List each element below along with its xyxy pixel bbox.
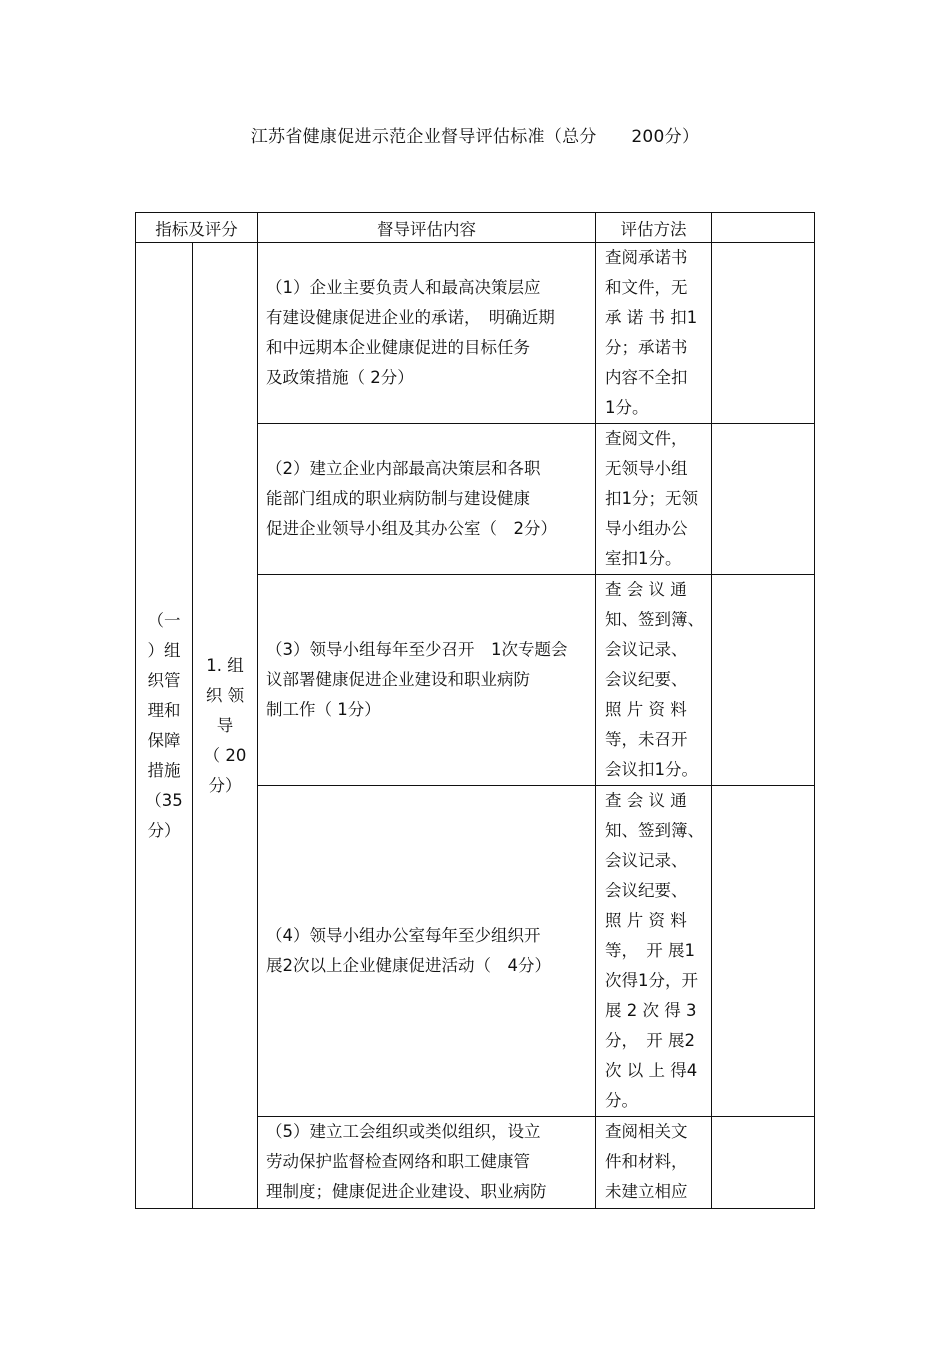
method-cell: [596, 575, 712, 786]
method-line: 和文件，无: [605, 278, 688, 297]
score-cell: [712, 575, 815, 786]
category-line: ）组: [147, 640, 181, 660]
category-line: 织管: [147, 670, 181, 690]
method-line: 会议扣1分。: [605, 760, 698, 779]
header-method: 评估方法: [596, 213, 712, 243]
method-line: 知、签到簿、: [605, 821, 704, 840]
method-line: 未建立相应: [605, 1182, 688, 1201]
method-line: 室扣1分。: [605, 549, 682, 568]
method-line: 1分。: [605, 398, 649, 417]
method-cell: [596, 424, 712, 575]
content-line: （2）建立企业内部最高决策层和各职: [266, 459, 541, 478]
content-line: 促进企业领导小组及其办公室（ 2分）: [266, 519, 557, 538]
method-line: 分。: [605, 1091, 638, 1110]
method-line: 照 片 资 料: [605, 911, 687, 930]
content-line: 有建设健康促进企业的承诺， 明确近期: [266, 308, 555, 327]
method-line: 查阅相关文: [605, 1122, 688, 1141]
content-line: 和中远期本企业健康促进的目标任务: [266, 338, 530, 357]
method-line: 会议纪要、: [605, 881, 688, 900]
method-line: 照 片 资 料: [605, 700, 687, 719]
method-line: 承 诺 书 扣1: [605, 308, 698, 327]
method-line: 分；承诺书: [605, 338, 688, 357]
method-line: 次 以 上 得4: [605, 1061, 698, 1080]
subcategory-cell: [193, 243, 258, 1209]
method-line: 查 会 议 通: [605, 791, 687, 810]
method-line: 展 2 次 得 3: [605, 1001, 697, 1020]
category-line: 保障: [147, 730, 181, 750]
method-line: 无领导小组: [605, 459, 688, 478]
content-line: （5）建立工会组织或类似组织，设立: [266, 1122, 541, 1141]
method-line: 知、签到簿、: [605, 610, 704, 629]
category-line: 分）: [147, 820, 181, 840]
method-cell: [596, 786, 712, 1117]
header-content: 督导评估内容: [258, 213, 596, 243]
content-line: 能部门组成的职业病防制与建设健康: [266, 489, 530, 508]
score-cell: [712, 1117, 815, 1209]
method-line: 查 会 议 通: [605, 580, 687, 599]
method-line: 查阅文件，: [605, 429, 688, 448]
method-line: 等，未召开: [605, 730, 688, 749]
subcategory-line: 1. 组: [206, 655, 244, 675]
score-cell: [712, 786, 815, 1117]
method-line: 内容不全扣: [605, 368, 688, 387]
category-line: 措施: [147, 760, 181, 780]
content-line: 理制度；健康促进企业建设、职业病防: [266, 1182, 547, 1201]
content-line: （3）领导小组每年至少召开 1次专题会: [266, 640, 568, 659]
content-cell: [258, 786, 596, 1117]
score-cell: [712, 243, 815, 424]
content-cell: [258, 424, 596, 575]
content-cell: [258, 243, 596, 424]
method-line: 会议记录、: [605, 851, 688, 870]
table-row: [136, 243, 815, 424]
method-line: 导小组办公: [605, 519, 688, 538]
category-line: （一: [147, 610, 181, 630]
method-line: 等， 开 展1: [605, 941, 695, 960]
subcategory-line: 导: [216, 715, 234, 735]
method-line: 会议记录、: [605, 640, 688, 659]
method-line: 查阅承诺书: [605, 248, 688, 267]
method-cell: [596, 1117, 712, 1209]
method-line: 件和材料，: [605, 1152, 688, 1171]
document-title: 江苏省健康促进示范企业督导评估标准（总分 200分）: [250, 127, 700, 147]
content-line: 制工作（ 1分）: [266, 700, 381, 719]
category-cell: [136, 243, 193, 1209]
content-line: 议部署健康促进企业建设和职业病防: [266, 670, 530, 689]
header-score: [712, 213, 815, 243]
subcategory-line: 分）: [208, 775, 242, 795]
table-header-row: [136, 213, 815, 243]
content-line: 劳动保护监督检查网络和职工健康管: [266, 1152, 530, 1171]
content-cell: [258, 1117, 596, 1209]
method-line: 扣1分；无领: [605, 489, 698, 508]
method-line: 次得1分，开: [605, 971, 698, 990]
score-cell: [712, 424, 815, 575]
evaluation-table: [135, 212, 815, 1209]
category-line: （35: [145, 790, 183, 810]
header-indicator: 指标及评分: [136, 213, 258, 243]
method-line: 会议纪要、: [605, 670, 688, 689]
content-line: （1）企业主要负责人和最高决策层应: [266, 278, 541, 297]
method-line: 分， 开 展2: [605, 1031, 695, 1050]
subcategory-line: （ 20: [203, 745, 247, 765]
method-cell: [596, 243, 712, 424]
category-line: 理和: [147, 700, 181, 720]
content-line: 及政策措施（ 2分）: [266, 368, 414, 387]
content-line: （4）领导小组办公室每年至少组织开: [266, 926, 541, 945]
content-cell: [258, 575, 596, 786]
content-line: 展2次以上企业健康促进活动（ 4分）: [266, 956, 551, 975]
subcategory-line: 织 领: [205, 685, 245, 705]
